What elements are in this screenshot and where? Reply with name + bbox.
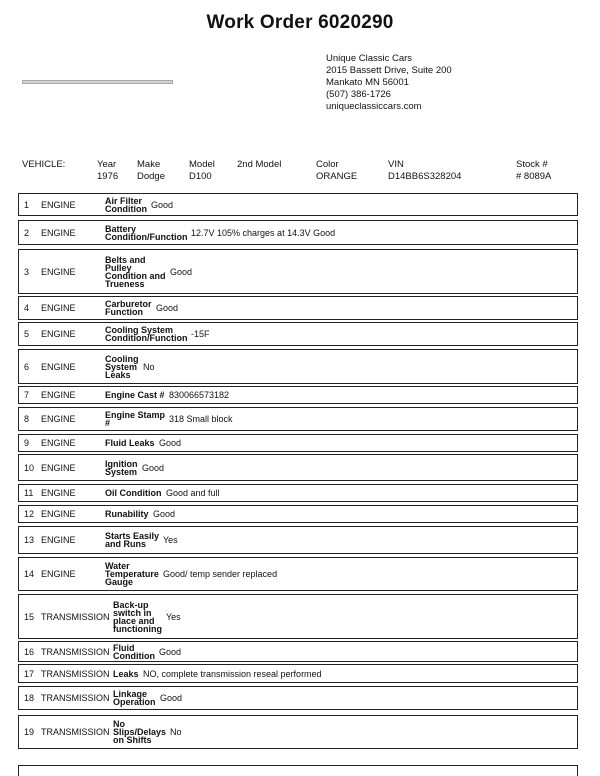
inspection-row [18, 686, 578, 710]
row-item-label-line: functioning [113, 623, 162, 634]
row-item-label-line: Trueness [105, 278, 145, 289]
row-number: 2 [24, 227, 30, 238]
row-item-label-line: Fluid Leaks [105, 438, 155, 448]
row-section: TRANSMISSION [41, 727, 110, 737]
row-section: ENGINE [41, 361, 76, 372]
color-label: Color [316, 159, 339, 170]
year-value: 1976 [97, 171, 119, 182]
row-value: Good [151, 199, 174, 210]
row-section: ENGINE [41, 390, 76, 400]
inspection-row [18, 296, 578, 320]
row-item-label [105, 489, 162, 497]
row-item-label [113, 601, 162, 633]
row-item-label-line: Condition/Function [105, 231, 188, 242]
row-item-label-line: Operation [113, 697, 156, 707]
row-item-label [105, 225, 187, 241]
row-item-label [105, 197, 147, 213]
row-item-label-line: Slips/Delays [113, 727, 167, 737]
row-number: 11 [24, 488, 34, 498]
model-value: D100 [189, 171, 212, 182]
row-number: 15 [24, 611, 35, 622]
row-item-label-line: Temperature [105, 569, 159, 579]
row-value: Good and full [166, 488, 220, 498]
vin-value: D14BB6S328204 [388, 171, 462, 182]
row-item-label-line: System [105, 361, 138, 372]
company-city: Mankato MN 56001 [326, 77, 409, 88]
row-item-label-line: Leaks [113, 668, 139, 679]
company-info [326, 53, 452, 113]
row-item-label-line: Belts and [105, 254, 146, 265]
row-section: TRANSMISSION [41, 646, 110, 657]
row-number: 12 [24, 509, 35, 519]
vehicle-vin [388, 159, 461, 183]
row-value: Good [170, 266, 193, 277]
stock-label: Stock # [516, 159, 548, 170]
row-item-label [105, 300, 152, 316]
row-item-label-line: Cooling System [105, 325, 174, 335]
row-section: TRANSMISSION [41, 668, 110, 679]
row-section: ENGINE [41, 438, 76, 448]
row-value: 12.7V 105% charges at 14.3V Good [191, 227, 336, 238]
row-item-label [105, 391, 165, 399]
row-item-label-line: on Shifts [113, 735, 152, 745]
row-value: -15F [191, 329, 210, 339]
inspection-row [18, 484, 578, 502]
row-value: Good/ temp sender replaced [163, 569, 278, 579]
vehicle-stock [516, 159, 551, 183]
company-name: Unique Classic Cars [326, 53, 413, 64]
inspection-row [18, 220, 578, 245]
row-number: 10 [24, 462, 35, 473]
row-number: 3 [24, 266, 30, 277]
row-item-label-line: No [113, 719, 125, 729]
row-value: Good [142, 462, 165, 473]
row-section: ENGINE [41, 414, 76, 424]
row-item-label-line: # [105, 418, 111, 428]
inspection-row-partial [18, 765, 578, 776]
row-item-label [105, 411, 165, 427]
row-number: 13 [24, 535, 35, 545]
row-item-label [113, 670, 139, 678]
row-section: ENGINE [41, 329, 76, 339]
row-item-label [105, 326, 187, 342]
row-value: 830066573182 [169, 390, 230, 400]
year-label: Year [97, 159, 117, 170]
row-section: ENGINE [41, 462, 76, 473]
row-value: 318 Small block [169, 414, 233, 424]
row-section: ENGINE [41, 509, 76, 519]
inspection-row [18, 322, 578, 346]
row-value: Good [159, 438, 182, 448]
inspection-row [18, 454, 578, 481]
row-section: ENGINE [41, 569, 76, 579]
company-phone: (507) 386-1726 [326, 89, 391, 100]
row-value: Good [156, 303, 179, 313]
stock-value: # 8089A [516, 171, 552, 182]
row-value: Good [159, 646, 182, 657]
row-item-label-line: Starts Easily [105, 531, 160, 541]
row-number: 18 [24, 693, 35, 703]
row-item-label-line: Leaks [105, 369, 131, 380]
model-label: Model [189, 159, 215, 170]
row-item-label-line: Fluid [113, 642, 135, 653]
row-value: Good [160, 693, 183, 703]
row-item-label [105, 532, 159, 548]
row-item-label-line: Back-up [113, 599, 149, 610]
row-item-label [105, 256, 166, 288]
row-section: ENGINE [41, 488, 76, 498]
row-item-label-line: Carburetor [105, 299, 152, 309]
row-item-label [113, 644, 155, 660]
row-item-label-line: switch in [113, 607, 152, 618]
inspection-row [18, 715, 578, 749]
row-number: 4 [24, 303, 30, 313]
row-item-label [105, 355, 139, 379]
vehicle-make [137, 159, 165, 183]
row-number: 14 [24, 569, 35, 579]
row-item-label [105, 460, 138, 476]
logo-placeholder [22, 80, 173, 84]
row-section: ENGINE [41, 227, 76, 238]
row-item-label-line: Runability [105, 509, 149, 519]
row-value: Yes [166, 611, 181, 622]
inspection-row [18, 193, 578, 216]
row-number: 1 [24, 199, 30, 210]
inspection-row [18, 526, 578, 554]
vehicle-model2 [237, 159, 281, 171]
row-section: ENGINE [41, 535, 76, 545]
row-value: NO, complete transmission reseal performed [143, 668, 322, 679]
row-section: ENGINE [41, 303, 76, 313]
row-item-label-line: place and [113, 615, 155, 626]
company-address: 2015 Bassett Drive, Suite 200 [326, 65, 452, 76]
row-item-label-line: Oil Condition [105, 488, 162, 498]
vehicle-label: VEHICLE: [22, 159, 66, 170]
row-item-label-line: Condition [113, 650, 155, 661]
row-item-label [113, 720, 166, 744]
inspection-row [18, 557, 578, 591]
inspection-row [18, 505, 578, 523]
row-item-label-line: Battery [105, 223, 137, 234]
inspection-row [18, 349, 578, 384]
row-section: TRANSMISSION [41, 693, 110, 703]
model2-label: 2nd Model [237, 159, 282, 170]
row-item-label-line: Gauge [105, 577, 134, 587]
row-item-label-line: Air Filter [105, 195, 143, 206]
row-number: 7 [24, 390, 30, 400]
row-item-label-line: Ignition [105, 458, 138, 469]
row-item-label [113, 690, 156, 706]
inspection-row [18, 249, 578, 294]
row-item-label-line: Cooling [105, 353, 139, 364]
vehicle-year [97, 159, 118, 183]
row-item-label-line: Engine Cast # [105, 390, 165, 400]
inspection-row [18, 594, 578, 639]
row-value: No [143, 361, 155, 372]
row-value: No [170, 727, 182, 737]
make-value: Dodge [137, 171, 165, 182]
vehicle-color [316, 159, 357, 183]
company-website[interactable]: uniqueclassiccars.com [326, 101, 422, 112]
inspection-row [18, 407, 578, 431]
row-item-label-line: Engine Stamp [105, 410, 166, 420]
vin-label: VIN [388, 159, 404, 170]
vehicle-model [189, 159, 215, 183]
row-item-label-line: System [105, 466, 138, 477]
row-item-label [105, 510, 149, 518]
row-item-label-line: Condition and [105, 270, 166, 281]
row-number: 17 [24, 668, 35, 679]
row-item-label-line: Condition [105, 203, 147, 214]
row-item-label [105, 439, 155, 447]
row-number: 16 [24, 646, 35, 657]
row-number: 9 [24, 438, 30, 448]
row-item-label-line: Pulley [105, 262, 132, 273]
inspection-row [18, 434, 578, 452]
row-item-label-line: and Runs [105, 539, 147, 549]
make-label: Make [137, 159, 161, 170]
row-item-label-line: Condition/Function [105, 333, 188, 343]
inspection-row [18, 386, 578, 404]
row-number: 6 [24, 361, 30, 372]
row-section: TRANSMISSION [41, 611, 110, 622]
row-number: 19 [24, 727, 35, 737]
inspection-row [18, 641, 578, 662]
row-value: Good [153, 509, 176, 519]
row-number: 8 [24, 414, 30, 424]
row-item-label-line: Function [105, 307, 143, 317]
row-section: ENGINE [41, 199, 76, 210]
color-value: ORANGE [316, 171, 358, 182]
inspection-row [18, 664, 578, 683]
row-item-label-line: Linkage [113, 689, 148, 699]
page-title: Work Order 6020290 [206, 12, 394, 33]
row-section: ENGINE [41, 266, 76, 277]
row-value: Yes [163, 535, 178, 545]
row-number: 5 [24, 329, 30, 339]
row-item-label-line: Water [105, 561, 130, 571]
row-item-label [105, 562, 159, 586]
